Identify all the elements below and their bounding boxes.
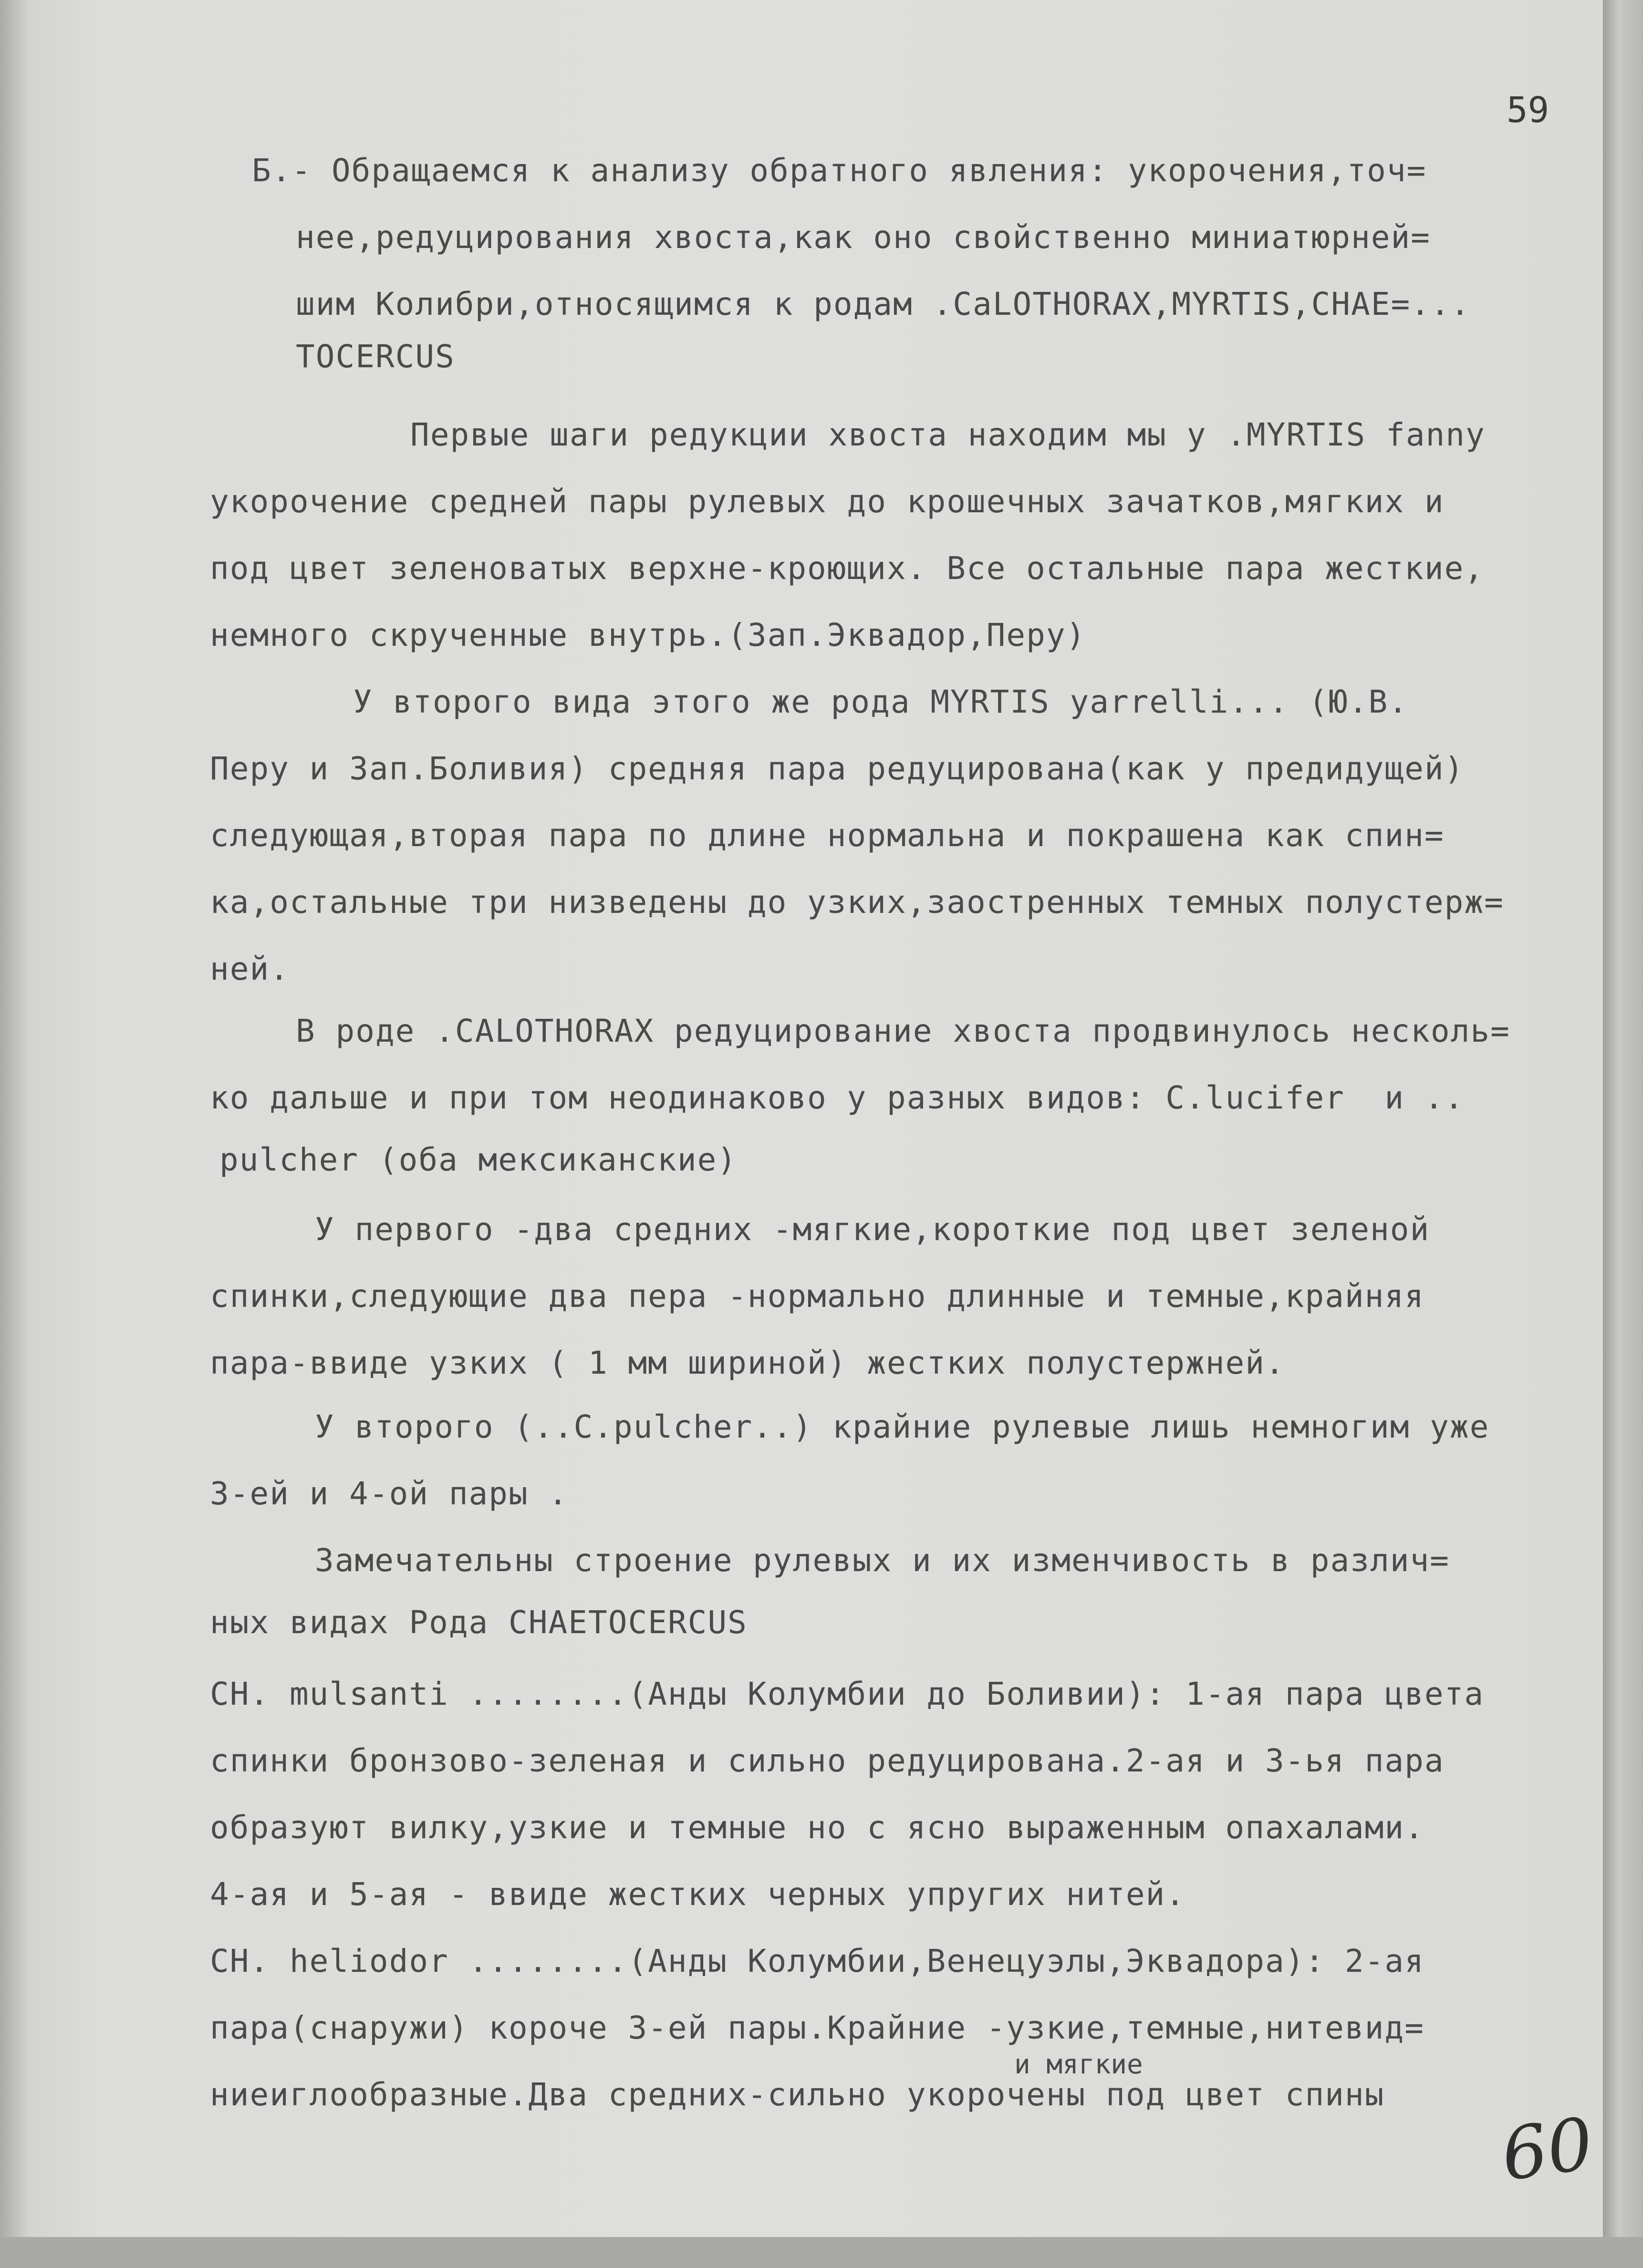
text-line: ных видах Рода CHAETOCERCUS xyxy=(210,1604,748,1641)
text-line: ка,остальные три низведены до узких,заостренных темных полустерж= xyxy=(210,884,1504,921)
text-line: немного скрученные внутрь.(Зап.Эквадор,Перу) xyxy=(210,617,1086,653)
text-line: 3-ей и 4-ой пары . xyxy=(210,1475,569,1512)
text-line: В роде .CALOTHORAX редуцирование хвоста продвинулось несколь= xyxy=(296,1013,1510,1049)
text-line: Первые шаги редукции хвоста находим мы у .MYRTIS fanny xyxy=(410,416,1486,453)
text-line: шим Колибри,относящимся к родам .CaLOTHORAX,MYRTIS,CHAE=... xyxy=(296,286,1471,322)
text-line: 4-ая и 5-ая - ввиде жестких черных упругих нитей. xyxy=(210,1876,1186,1913)
interlinear-insertion: и мягкие xyxy=(1014,2049,1143,2080)
page-edge xyxy=(1603,0,1643,2268)
text-line: нее,редуцирования хвоста,как оно свойственно миниатюрней= xyxy=(296,219,1431,256)
text-line: У второго (..C.pulcher..) крайние рулевые лишь немногим уже xyxy=(315,1408,1490,1445)
text-line: Замечательны строение рулевых и их изменчивость в различ= xyxy=(315,1542,1450,1579)
text-line: Перу и Зап.Боливия) средняя пара редуцирована(как у предидущей) xyxy=(210,750,1465,787)
text-line: У первого -два средних -мягкие,короткие под цвет зеленой xyxy=(315,1211,1430,1248)
text-line: следующая,вторая пара по длине нормальна и покрашена как спин= xyxy=(210,817,1445,854)
text-line: Б.- Обращаемся к анализу обратного явления: укорочения,точ= xyxy=(252,152,1427,189)
text-line: TOCERCUS xyxy=(296,338,455,375)
text-line: ниеиглообразные.Два средних-сильно укорочены под цвет спины xyxy=(210,2076,1385,2113)
text-line: пара(снаружи) короче 3-ей пары.Крайние -узкие,темные,нитевид= xyxy=(210,2009,1425,2046)
text-line: образуют вилку,узкие и темные но с ясно выраженным опахалами. xyxy=(210,1809,1425,1846)
text-line: CH. heliodor ........(Анды Колумбии,Венецуэлы,Эквадора): 2-ая xyxy=(210,1943,1425,1979)
text-line: спинки,следующие два пера -нормально длинные и темные,крайняя xyxy=(210,1278,1425,1315)
text-line: ней. xyxy=(210,951,290,987)
text-line: pulcher (оба мексиканские) xyxy=(219,1141,738,1178)
text-line: У второго вида этого же рода MYRTIS yarrelli... (Ю.В. xyxy=(353,684,1408,720)
binding-shadow xyxy=(0,0,29,2237)
page-number: 59 xyxy=(1507,90,1549,131)
text-line: CH. mulsanti ........(Анды Колумбии до Боливии): 1-ая пара цвета xyxy=(210,1676,1485,1712)
text-line: ко дальше и при том неодинаково у разных видов: C.lucifer и .. xyxy=(210,1079,1465,1116)
text-line: спинки бронзово-зеленая и сильно редуцирована.2-ая и 3-ья пара xyxy=(210,1742,1445,1779)
text-line: под цвет зеленоватых верхне-кроющих. Все остальные пара жесткие, xyxy=(210,550,1485,587)
text-line: пара-ввиде узких ( 1 мм шириной) жестких полустержней. xyxy=(210,1345,1285,1381)
text-line: укорочение средней пары рулевых до крошечных зачатков,мягких и xyxy=(210,483,1445,520)
handwritten-page-number: 60 xyxy=(1496,2102,1599,2197)
scan-border xyxy=(0,2237,1643,2268)
